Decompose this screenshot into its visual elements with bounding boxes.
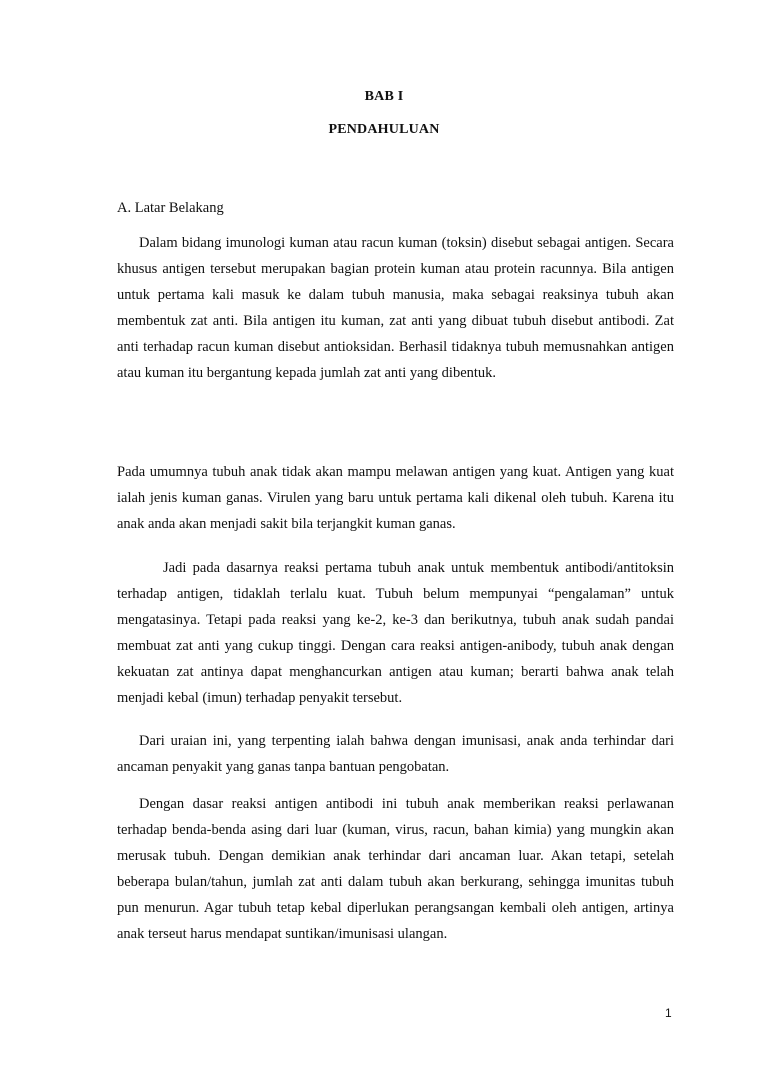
paragraph-1: Dalam bidang imunologi kuman atau racun kuman (toksin) disebut sebagai antigen. Secara khusus antigen tersebut merupakan bagian protein kuman atau protein racunnya. Bila antigen untuk pertama kali masuk ke dalam tubuh manusia, maka sebagai reaksinya tubuh akan membentuk zat anti. Bila antigen itu kuman, zat anti yang dibuat tubuh disebut antibodi. Zat anti terhadap racun kuman disebut antioksidan. Berhasil tidaknya tubuh memusnahkan antigen atau kuman itu bergantung kepada jumlah zat anti yang dibentuk. xyxy=(117,235,674,381)
section-heading: A. Latar Belakang xyxy=(117,200,224,216)
chapter-number: BAB I xyxy=(364,89,404,104)
paragraph-4: Dari uraian ini, yang terpenting ialah bahwa dengan imunisasi, anak anda terhindar dari ancaman penyakit yang ganas tanpa bantuan pengobatan. xyxy=(117,733,674,775)
page-number: 1 xyxy=(665,1006,672,1020)
chapter-title: PENDAHULUAN xyxy=(328,122,440,137)
paragraph-3: Jadi pada dasarnya reaksi pertama tubuh anak untuk membentuk antibodi/antitoksin terhadap antigen, tidaklah terlalu kuat. Tubuh belum mempunyai “pengalaman” untuk mengatasinya. Tetapi pada reaksi yang ke-2, ke-3 dan berikutnya, tubuh anak sudah pandai membuat zat anti yang cukup tinggi. Dengan cara reaksi antigen-anibody, tubuh anak dengan kekuatan zat antinya dapat menghancurkan antigen atau kuman; berarti bahwa anak telah menjadi kebal (imun) terhadap penyakit tersebut. xyxy=(117,560,674,706)
paragraph-2: Pada umumnya tubuh anak tidak akan mampu melawan antigen yang kuat. Antigen yang kuat ialah jenis kuman ganas. Virulen yang baru untuk pertama kali dikenal oleh tubuh. Karena itu anak anda akan menjadi sakit bila terjangkit kuman ganas. xyxy=(117,464,674,532)
paragraph-5: Dengan dasar reaksi antigen antibodi ini tubuh anak memberikan reaksi perlawanan terhadap benda-benda asing dari luar (kuman, virus, racun, bahan kimia) yang mungkin akan merusak tubuh. Dengan demikian anak terhindar dari ancaman luar. Akan tetapi, setelah beberapa bulan/tahun, jumlah zat anti dalam tubuh akan berkurang, sehingga imunitas tubuh pun menurun. Agar tubuh tetap kebal diperlukan perangsangan kembali oleh antigen, artinya anak terseut harus mendapat suntikan/imunisasi ulangan. xyxy=(117,796,674,942)
